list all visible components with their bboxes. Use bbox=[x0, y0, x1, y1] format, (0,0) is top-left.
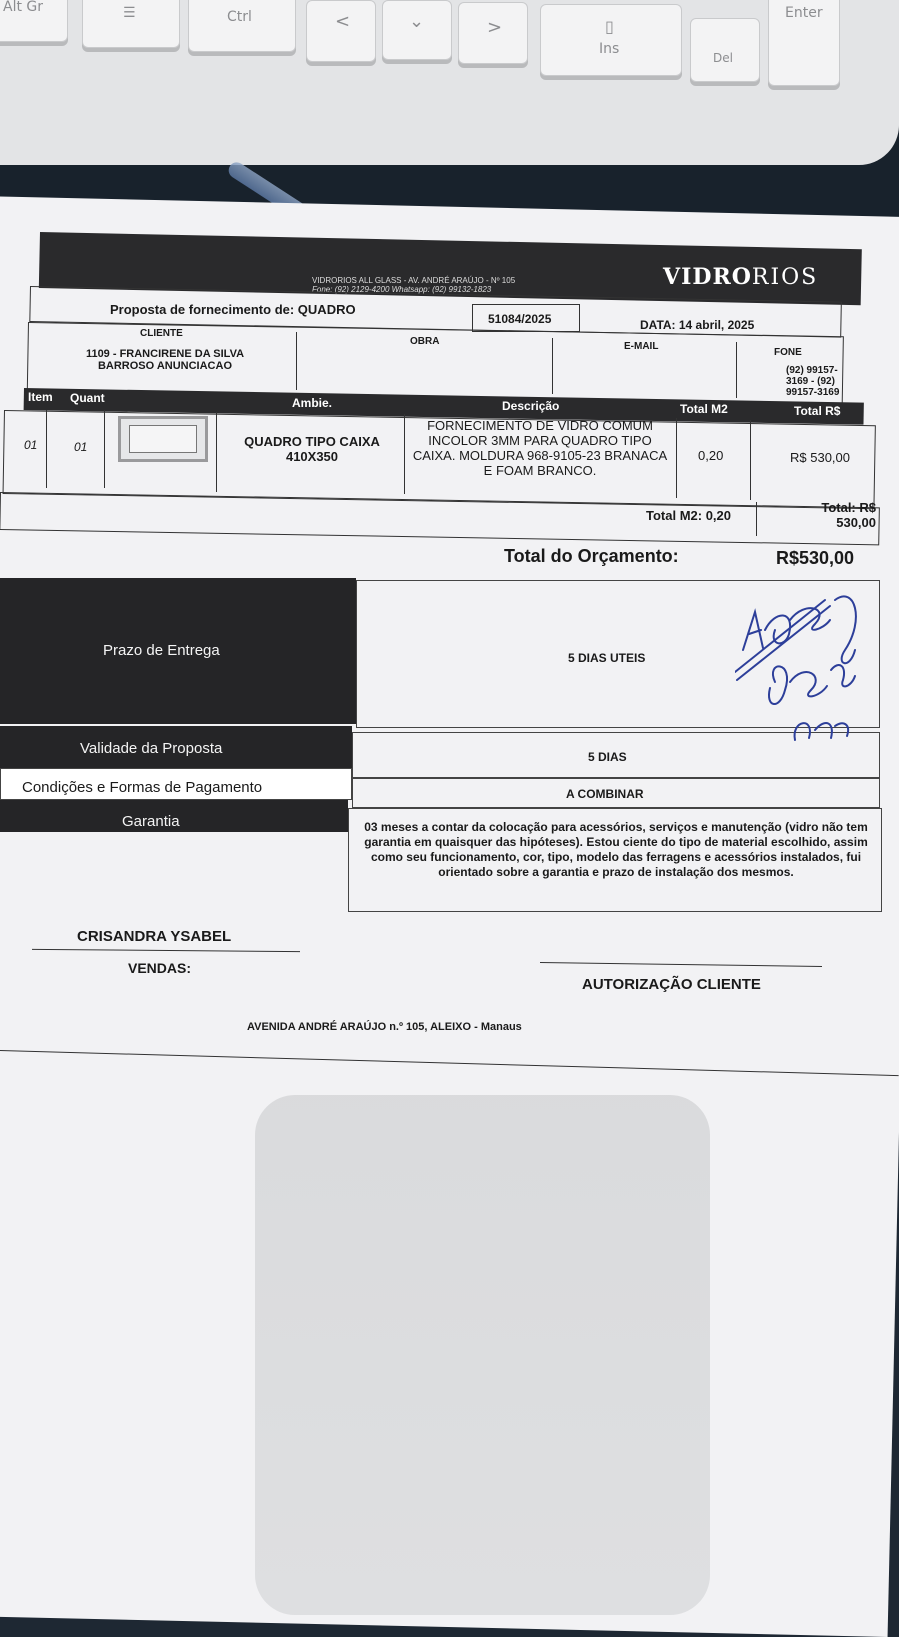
key-label: ☰ bbox=[123, 5, 136, 21]
key-label: Enter bbox=[785, 5, 823, 21]
key-label: Ctrl bbox=[227, 9, 252, 25]
footer-rule bbox=[0, 1050, 899, 1076]
company-phone: Fone: (92) 2129-4200 Whatsapp: (92) 99132-1823 bbox=[312, 285, 492, 294]
client-signature-line bbox=[540, 962, 822, 967]
phone-shadow bbox=[255, 1095, 710, 1615]
obra-header: OBRA bbox=[410, 336, 440, 347]
pagamento-label: Condições e Formas de Pagamento bbox=[22, 779, 263, 796]
row-ambiente: QUADRO TIPO CAIXA 410X350 bbox=[244, 434, 380, 464]
validade-value: 5 DIAS bbox=[588, 750, 627, 764]
company-logo: VIDRORIOS bbox=[663, 264, 819, 290]
garantia-label: Garantia bbox=[122, 813, 180, 830]
insert-icon: ▯ bbox=[605, 17, 614, 36]
phone-header: FONE bbox=[774, 347, 802, 358]
col-descricao: Descrição bbox=[502, 399, 560, 413]
key-label: Alt Gr bbox=[3, 0, 44, 15]
seller-signature-line bbox=[32, 949, 300, 952]
client-phone: (92) 99157-3169 - (92) 99157-3169 bbox=[786, 365, 840, 398]
validade-label: Validade da Proposta bbox=[80, 740, 223, 757]
prazo-label: Prazo de Entrega bbox=[103, 642, 220, 659]
key-label: < bbox=[335, 11, 351, 32]
garantia-value: 03 meses a contar da colocação para acessórios, serviços e manutenção (vidro não tem garantia em quaisquer das hipóteses). Estou ciente do tipo de material escolhido, assim como seu funcionamento, cor, tipo, modelo das ferragens e acessórios instalados, fui orientado sobre a garantia e prazo de instalação dos mesmos. bbox=[364, 820, 868, 879]
email-header: E-MAIL bbox=[624, 341, 659, 352]
pagamento-value: A COMBINAR bbox=[566, 787, 644, 801]
row-total-m2: 0,20 bbox=[698, 448, 724, 463]
seller-label: VENDAS: bbox=[128, 960, 192, 976]
total-orcamento-label: Total do Orçamento: bbox=[504, 546, 679, 566]
client-header: CLIENTE bbox=[140, 328, 183, 339]
row-total-rs: R$ 530,00 bbox=[790, 450, 850, 465]
key-label: ⌄ bbox=[409, 11, 425, 32]
col-ambiente: Ambie. bbox=[292, 396, 333, 410]
handwritten-signature bbox=[735, 590, 895, 750]
col-total-m2: Total M2 bbox=[680, 402, 728, 416]
col-quant: Quant bbox=[70, 391, 105, 405]
proposal-title: Proposta de fornecimento de: QUADRO bbox=[110, 302, 356, 317]
seller-name: CRISANDRA YSABEL bbox=[77, 928, 232, 945]
company-address: VIDRORIOS ALL GLASS - AV. ANDRÉ ARAÚJO - Nº 105 bbox=[312, 276, 516, 285]
footer-address: AVENIDA ANDRÉ ARAÚJO n.º 105, ALEIXO - Manaus bbox=[247, 1021, 522, 1033]
total-orcamento-value: R$530,00 bbox=[776, 548, 855, 568]
col-item: Item bbox=[28, 390, 53, 404]
frame-thumbnail bbox=[118, 416, 208, 462]
total-rs: Total: R$ 530,00 bbox=[821, 500, 876, 530]
col-total-rs: Total R$ bbox=[794, 404, 841, 418]
proposal-number: 51084/2025 bbox=[488, 312, 552, 326]
row-quant: 01 bbox=[74, 440, 88, 454]
row-descricao: FORNECIMENTO DE VIDRO COMUM INCOLOR 3MM PARA QUADRO TIPO CAIXA. MOLDURA 968-9105-23 BRANACA E FOAM BRANCO. bbox=[412, 418, 668, 478]
total-m2: Total M2: 0,20 bbox=[646, 508, 732, 523]
key-label: Ins bbox=[599, 41, 620, 57]
proposal-date: DATA: 14 abril, 2025 bbox=[640, 318, 755, 332]
client-signature-label: AUTORIZAÇÃO CLIENTE bbox=[582, 976, 761, 993]
row-item: 01 bbox=[24, 438, 38, 452]
client-name: 1109 - FRANCIRENE DA SILVA BARROSO ANUNCIACAO bbox=[85, 348, 245, 372]
key-label: Del bbox=[713, 51, 733, 65]
key-label: > bbox=[487, 17, 503, 38]
prazo-value: 5 DIAS UTEIS bbox=[568, 651, 646, 665]
